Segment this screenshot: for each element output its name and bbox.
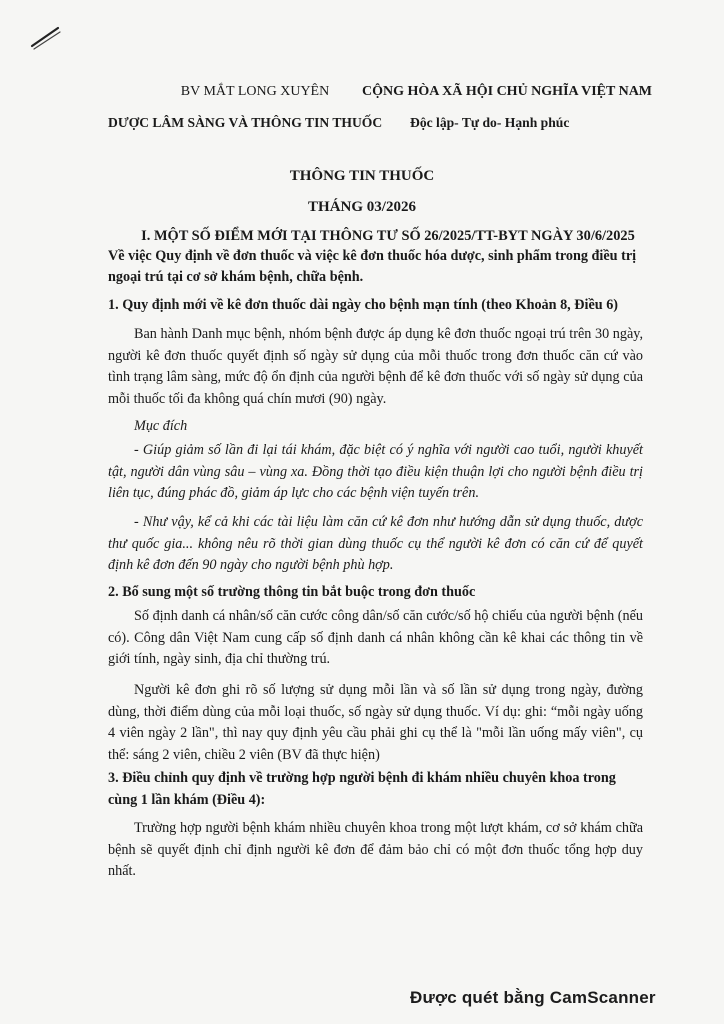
scanner-watermark: Được quét bằng CamScanner	[410, 988, 656, 1007]
purpose-bullet-2: - Như vậy, kể cả khi các tài liệu làm căn cứ kê đơn như hướng dẫn sử dụng thuốc, dược thư quốc gia... không nêu rõ thời gian dùng thuốc cụ thể người kê đơn có căn cứ để quyết định kê đơn đến 90 ngày cho người bệnh phù hợp.	[108, 514, 643, 573]
item-2-paragraph-1: Số định danh cá nhân/số căn cước công dân/số căn cước/số hộ chiếu của người bệnh (nếu có). Công dân Việt Nam cung cấp số định danh cá nhân không cần kê khai các thông tin về giới tính, ngày sinh, địa chỉ thường trú.	[108, 608, 643, 667]
section-title: I. MỘT SỐ ĐIỂM MỚI TẠI THÔNG TƯ SỐ 26/2025/TT-BYT NGÀY 30/6/2025	[141, 228, 635, 244]
department-name: DƯỢC LÂM SÀNG VÀ THÔNG TIN THUỐC	[108, 115, 383, 130]
item-1-paragraph: Ban hành Danh mục bệnh, nhóm bệnh được áp dụng kê đơn thuốc ngoại trú trên 30 ngày, người kê đơn thuốc quyết định số ngày sử dụng của mỗi thuốc trong đơn thuốc căn cứ vào tình trạng lâm sàng, mức độ ổn định của người bệnh để kê đơn thuốc với số ngày sử dụng của mỗi thuốc tối đa không quá chín mươi (90) ngày.	[108, 326, 643, 407]
item-2-paragraph-2: Người kê đơn ghi rõ số lượng sử dụng mỗi lần và số lần sử dụng trong ngày, đường dùng, thời điểm dùng của mỗi loại thuốc, số ngày sử dụng thuốc. Ví dụ: ghi: “mỗi ngày uống 4 viên ngày 2 lần", thì nay quy định yêu cầu phải ghi cụ thể là "mỗi lần uống mấy viên", cụ thể: sáng 2 viên, chiều 2 viên (BV đã thực hiện)	[108, 682, 643, 763]
hospital-name: BV MẮT LONG XUYÊN	[180, 84, 330, 99]
purpose-bullet-1: - Giúp giảm số lần đi lại tái khám, đặc biệt có ý nghĩa với người cao tuổi, người khuyết tật, người dân vùng sâu – vùng xa. Đồng thời tạo điều kiện thuận lợi cho người bệnh điều trị liên tục, đúng phác đồ, giảm áp lực cho các bệnh viện tuyến trên.	[108, 442, 643, 501]
item-3-paragraph: Trường hợp người bệnh khám nhiều chuyên khoa trong một lượt khám, cơ sở khám chữa bệnh sẽ quyết định chỉ định người kê đơn để đảm bảo chỉ có một đơn thuốc tổng hợp duy nhất.	[108, 820, 643, 879]
item-3-heading: 3. Điều chỉnh quy định về trường hợp người bệnh đi khám nhiều chuyên khoa trong cùng 1 lần khám (Điều 4):	[108, 770, 616, 808]
pen-mark-icon	[30, 22, 62, 52]
nation-name: CỘNG HÒA XÃ HỘI CHỦ NGHĨA VIỆT NAM	[362, 84, 653, 99]
national-header	[362, 82, 662, 133]
organization-header	[108, 82, 388, 133]
purpose-label: Mục đích	[134, 418, 188, 434]
section-subtitle: Về việc Quy định về đơn thuốc và việc kê đơn thuốc hóa dược, sinh phẩm trong điều trị ngoại trú tại cơ sở khám bệnh, chữa bệnh.	[108, 248, 637, 285]
national-motto: Độc lập- Tự do- Hạnh phúc	[410, 115, 570, 130]
item-1-heading: 1. Quy định mới về kê đơn thuốc dài ngày cho bệnh mạn tính (theo Khoản 8, Điều 6)	[108, 297, 619, 313]
document-month: THÁNG 03/2026	[308, 199, 416, 215]
item-2-heading: 2. Bổ sung một số trường thông tin bắt buộc trong đơn thuốc	[108, 584, 476, 600]
document-title: THÔNG TIN THUỐC	[289, 168, 435, 184]
